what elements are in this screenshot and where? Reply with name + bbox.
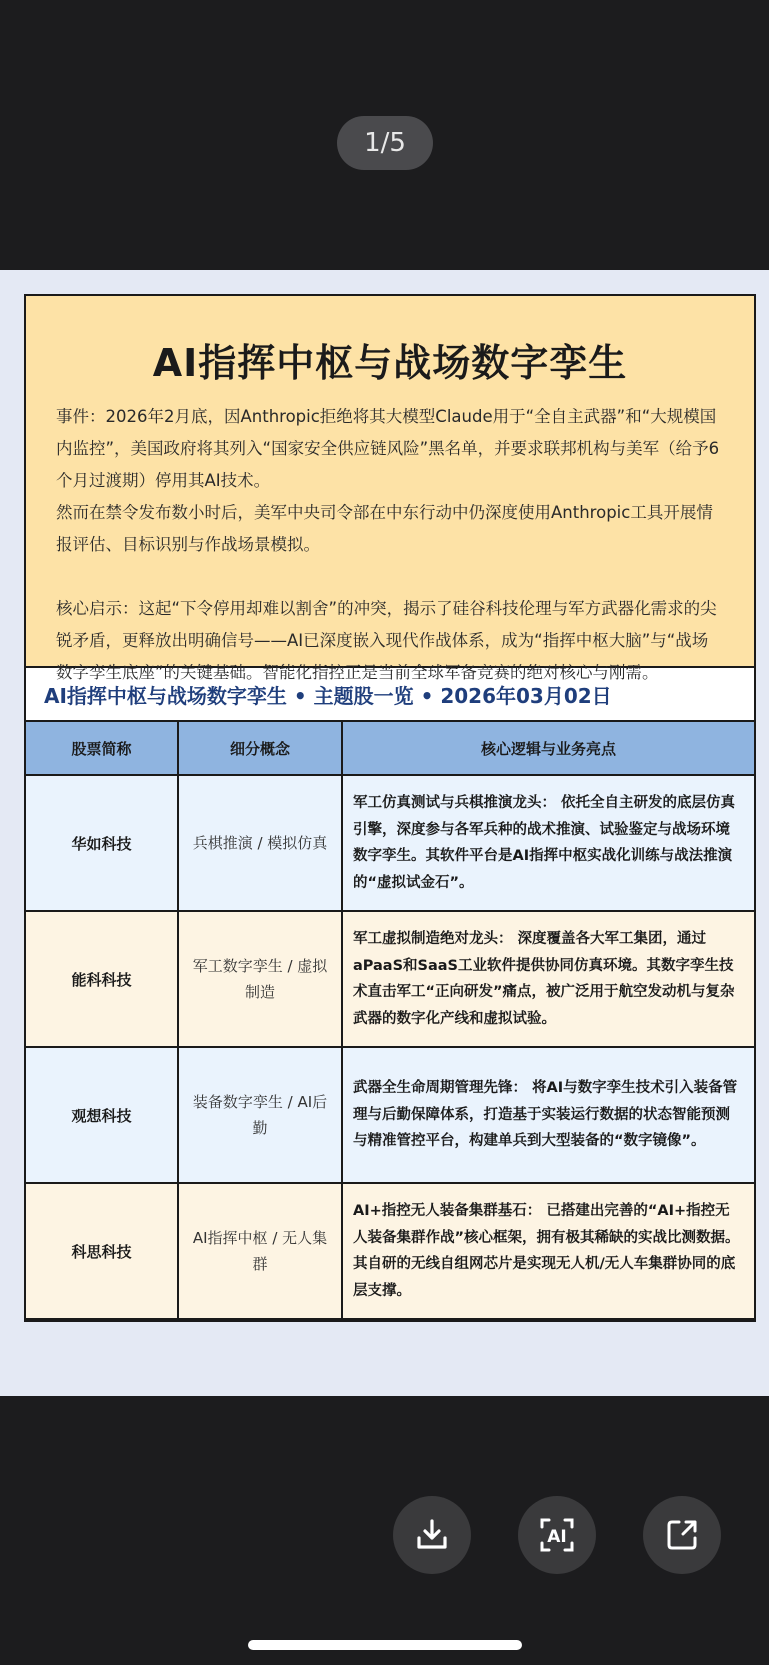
stock-concept: AI指挥中枢 / 无人集群 [178, 1183, 342, 1319]
stock-logic: 军工虚拟制造绝对龙头： 深度覆盖各大军工集团，通过aPaaS和SaaS工业软件提供协同仿真环境。其数字孪生技术直击军工“正向研发”痛点，被广泛用于航空发动机与复杂武器的数字化产线和虚拟试验。 [342, 911, 754, 1047]
stock-logic: 军工仿真测试与兵棋推演龙头： 依托全自主研发的底层仿真引擎，深度参与各军兵种的战术推演、试验鉴定与战场环境数字孪生。其软件平台是AI指挥中枢实战化训练与战法推演的“虚拟试金石”。 [342, 775, 754, 911]
document-image [24, 294, 756, 1322]
stock-concept: 兵棋推演 / 模拟仿真 [178, 775, 342, 911]
table-row [26, 1047, 754, 1183]
table-row [26, 775, 754, 911]
table-header-row [26, 722, 754, 775]
page-title: AI指挥中枢与战场数字孪生 [152, 341, 628, 385]
stock-name: 科思科技 [26, 1183, 178, 1319]
header-concept: 细分概念 [178, 722, 342, 775]
followup-paragraph: 然而在禁令发布数小时后，美军中央司令部在中东行动中仍深度使用Anthropic工具开展情报评估、目标识别与作战场景模拟。 [56, 503, 713, 554]
stock-logic: AI+指控无人装备集群基石： 已搭建出完善的“AI+指控无人装备集群作战”核心框架，拥有极其稀缺的实战比测数据。其自研的无线自组网芯片是实现无人机/无人车集群协同的底层支撑。 [342, 1183, 754, 1319]
download-button[interactable] [393, 1496, 471, 1574]
insight-paragraph: 核心启示：这起“下令停用却难以割舍”的冲突，揭示了硅谷科技伦理与军方武器化需求的尖锐矛盾，更释放出明确信号——AI已深度嵌入现代作战体系，成为“指挥中枢大脑”与“战场数字孪生底座”的关键基础。智能化指控正是当前全球军备竞赛的绝对核心与刚需。 [56, 599, 717, 682]
home-indicator[interactable] [248, 1640, 522, 1650]
stock-name: 观想科技 [26, 1047, 178, 1183]
table-row [26, 911, 754, 1047]
header-logic: 核心逻辑与业务亮点 [342, 722, 754, 775]
stock-concept: 军工数字孪生 / 虚拟制造 [178, 911, 342, 1047]
stock-table [26, 722, 754, 1320]
download-icon [413, 1516, 451, 1554]
stock-concept: 装备数字孪生 / AI后勤 [178, 1047, 342, 1183]
header-stock-name: 股票简称 [26, 722, 178, 775]
event-paragraph: 事件：2026年2月底，因Anthropic拒绝将其大模型Claude用于“全自主武器”和“大规模国内监控”，美国政府将其列入“国家安全供应链风险”黑名单，并要求联邦机构与美军（给予6个月过渡期）停用其AI技术。 [56, 407, 720, 490]
page-counter: 1/5 [337, 116, 433, 170]
hero-section [26, 296, 754, 682]
table-subtitle: AI指挥中枢与战场数字孪生 • 主题股一览 • 2026年03月02日 [26, 668, 754, 722]
stock-name: 能科科技 [26, 911, 178, 1047]
image-viewer[interactable] [0, 270, 769, 1396]
table-row [26, 1183, 754, 1319]
stock-logic: 武器全生命周期管理先锋： 将AI与数字孪生技术引入装备管理与后勤保障体系，打造基于实装运行数据的状态智能预测与精准管控平台，构建单兵到大型装备的“数字镜像”。 [342, 1047, 754, 1183]
ai-recognition-button[interactable] [518, 1496, 596, 1574]
ai-icon-label: AI [547, 1527, 567, 1547]
ai-text-recognition-icon [537, 1515, 577, 1555]
stock-name: 华如科技 [26, 775, 178, 911]
share-button[interactable] [643, 1496, 721, 1574]
share-icon [663, 1516, 701, 1554]
